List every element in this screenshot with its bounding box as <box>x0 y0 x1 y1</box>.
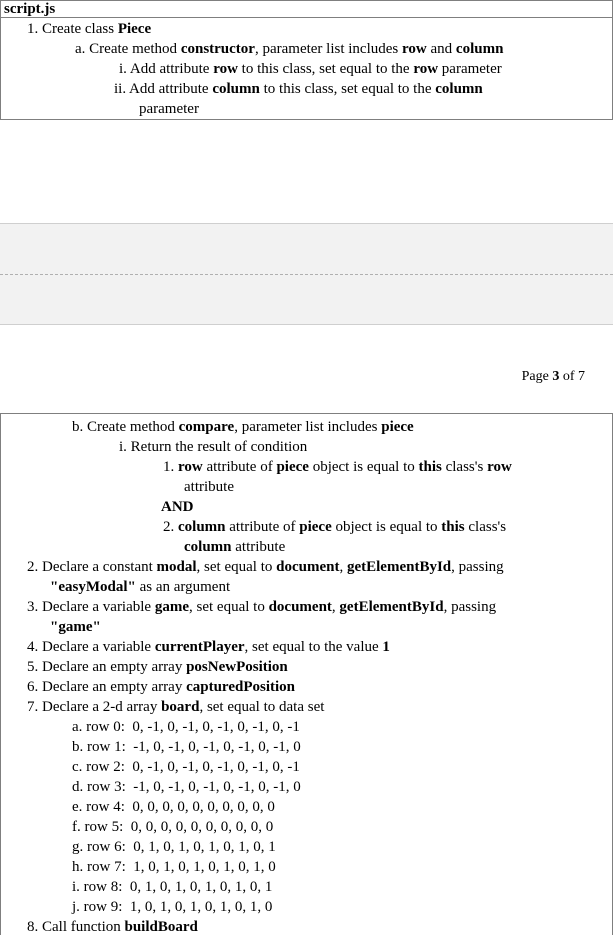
outline-marker: 2. <box>27 559 39 575</box>
outline-marker: b. <box>72 739 84 755</box>
outline-text: Declare an empty array capturedPosition <box>42 679 295 695</box>
outline-text: Declare a variable game, set equal to document, getElementById, passing <box>42 599 497 615</box>
outline-marker: a. <box>72 719 83 735</box>
outline-marker: a. <box>75 41 86 57</box>
outline-text: column attribute <box>184 539 286 555</box>
outline-marker: j. <box>72 899 80 915</box>
outline-line <box>27 19 151 39</box>
outline-line <box>72 837 276 857</box>
outline-text: row 0: 0, -1, 0, -1, 0, -1, 0, -1, 0, -1 <box>86 719 300 735</box>
outline-marker: 1. <box>163 459 175 475</box>
page-break-rule <box>0 274 613 275</box>
outline-line <box>72 737 301 757</box>
file-title: script.js <box>1 1 612 18</box>
outline-marker: ii. <box>114 81 127 97</box>
outline-text: Call function buildBoard <box>42 919 198 935</box>
outline-line <box>27 697 324 717</box>
outline-line <box>114 79 483 99</box>
outline-marker: b. <box>72 419 84 435</box>
outline-line <box>72 717 300 737</box>
outline-line <box>27 657 288 677</box>
page-2-excerpt <box>0 0 613 120</box>
outline-line <box>75 39 503 59</box>
outline-marker: 6. <box>27 679 39 695</box>
outline-line <box>72 877 272 897</box>
outline-text: Declare a 2-d array board, set equal to data set <box>42 699 325 715</box>
outline-text: Create class Piece <box>42 21 152 37</box>
page-of: of <box>562 369 575 384</box>
outline-text: "easyModal" as an argument <box>50 579 231 595</box>
outline-marker: i. <box>119 439 127 455</box>
outline-text: row 4: 0, 0, 0, 0, 0, 0, 0, 0, 0, 0 <box>86 799 275 815</box>
outline-marker: 2. <box>163 519 175 535</box>
outline-text: Declare a variable currentPlayer, set equal to the value 1 <box>42 639 390 655</box>
outline-line <box>27 557 504 577</box>
outline-line <box>50 577 230 597</box>
outline-line <box>161 497 194 517</box>
outline-line <box>50 617 101 637</box>
outline-line <box>72 897 272 917</box>
page-label: Page <box>521 369 549 384</box>
outline-line <box>139 99 199 119</box>
outline-text: row 3: -1, 0, -1, 0, -1, 0, -1, 0, -1, 0 <box>87 779 301 795</box>
page-total: 7 <box>578 369 585 384</box>
outline-marker: h. <box>72 859 84 875</box>
outline-line <box>72 777 301 797</box>
outline-text: row 1: -1, 0, -1, 0, -1, 0, -1, 0, -1, 0 <box>87 739 301 755</box>
outline-text: row 7: 1, 0, 1, 0, 1, 0, 1, 0, 1, 0 <box>87 859 276 875</box>
outline-text: row 9: 1, 0, 1, 0, 1, 0, 1, 0, 1, 0 <box>83 899 273 915</box>
outline-text: Create method constructor, parameter list includes row and column <box>89 41 504 57</box>
outline-text: Return the result of condition <box>130 439 308 455</box>
outline-marker: i. <box>72 879 80 895</box>
outline-text: "game" <box>50 619 101 635</box>
outline-text: Add attribute row to this class, set equal to the row parameter <box>129 61 502 77</box>
page-current: 3 <box>552 369 560 384</box>
outline-line <box>184 477 234 497</box>
outline-marker: 8. <box>27 919 39 935</box>
outline-marker: d. <box>72 779 84 795</box>
outline-marker: 5. <box>27 659 39 675</box>
outline-text: parameter <box>139 101 199 117</box>
outline-marker: f. <box>72 819 81 835</box>
outline-line <box>184 537 285 557</box>
outline-marker: e. <box>72 799 83 815</box>
outline-marker: g. <box>72 839 84 855</box>
outline-line <box>119 437 307 457</box>
outline-marker: i. <box>119 61 127 77</box>
outline-line <box>72 417 414 437</box>
page-number <box>522 369 585 385</box>
outline-line <box>27 637 390 657</box>
outline-marker: 3. <box>27 599 39 615</box>
outline-text: row 2: 0, -1, 0, -1, 0, -1, 0, -1, 0, -1 <box>86 759 300 775</box>
outline-line <box>27 677 295 697</box>
outline-line <box>27 917 198 937</box>
outline-text: Declare a constant modal, set equal to document, getElementById, passing <box>42 559 504 575</box>
outline-text: column attribute of piece object is equal to this class's <box>178 519 507 535</box>
outline-marker: 7. <box>27 699 39 715</box>
outline-text: attribute <box>184 479 234 495</box>
outline-text: AND <box>161 499 194 515</box>
outline-text: row 6: 0, 1, 0, 1, 0, 1, 0, 1, 0, 1 <box>87 839 276 855</box>
outline-line <box>163 517 506 537</box>
outline-marker: 1. <box>27 21 39 37</box>
outline-text: row 8: 0, 1, 0, 1, 0, 1, 0, 1, 0, 1 <box>83 879 273 895</box>
page-gap <box>0 223 613 325</box>
outline-line <box>27 597 496 617</box>
page-3-content <box>0 413 613 935</box>
outline-text: Add attribute column to this class, set equal to the column <box>129 81 483 97</box>
outline-line <box>72 757 300 777</box>
outline-line <box>163 457 512 477</box>
outline-line <box>72 797 275 817</box>
outline-text: Declare an empty array posNewPosition <box>42 659 288 675</box>
outline-marker: c. <box>72 759 83 775</box>
outline-text: row 5: 0, 0, 0, 0, 0, 0, 0, 0, 0, 0 <box>84 819 274 835</box>
outline-text: row attribute of piece object is equal to this class's row <box>178 459 512 475</box>
outline-line <box>119 59 502 79</box>
outline-marker: 4. <box>27 639 39 655</box>
outline-line <box>72 817 273 837</box>
outline-line <box>72 857 276 877</box>
outline-text: Create method compare, parameter list includes piece <box>87 419 414 435</box>
